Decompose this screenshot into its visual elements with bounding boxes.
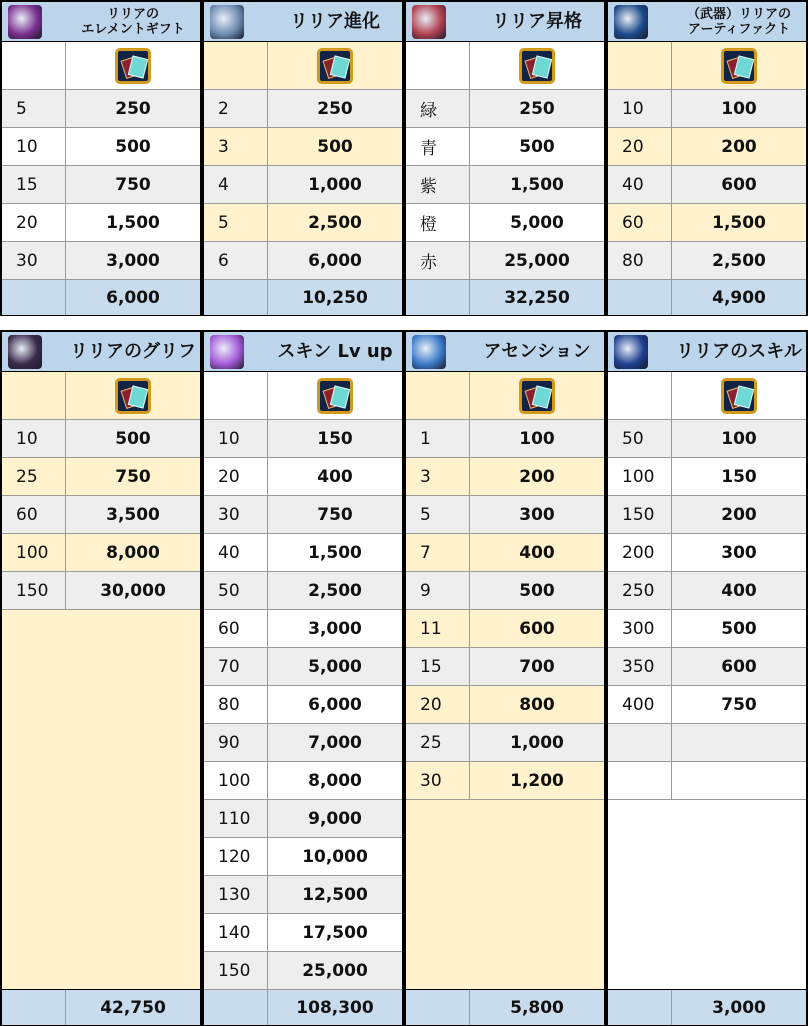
table-row	[608, 496, 806, 534]
table-row	[2, 242, 200, 280]
level-cell: 90	[204, 724, 268, 761]
cost-cell: 400	[721, 580, 757, 601]
table-row	[608, 572, 806, 610]
cost-cell: 1,500	[712, 212, 766, 233]
table-row	[406, 166, 604, 204]
total-row	[2, 280, 200, 316]
table-row	[204, 800, 402, 838]
soul-card-icon	[519, 48, 555, 84]
level-cell: 紫	[406, 166, 470, 203]
level-cell: 350	[608, 648, 672, 685]
level-cell: 70	[204, 648, 268, 685]
level-cell: 3	[406, 458, 470, 495]
cost-cell: 2,500	[712, 250, 766, 271]
table-row	[406, 572, 604, 610]
level-cell: 青	[406, 128, 470, 165]
table-row	[406, 242, 604, 280]
level-cell: 20	[406, 686, 470, 723]
cost-cell: 30,000	[100, 580, 166, 601]
skin-frame-icon	[210, 335, 244, 369]
table-row	[608, 204, 806, 242]
table-row	[608, 90, 806, 128]
cost-cell: 3,000	[308, 618, 362, 639]
empty-area	[2, 610, 200, 990]
table-ascension	[404, 330, 606, 1026]
resource-row	[608, 42, 806, 90]
level-cell: 150	[2, 572, 66, 609]
level-cell: 80	[204, 686, 268, 723]
soul-card-icon	[721, 48, 757, 84]
cost-cell: 2,500	[308, 212, 362, 233]
table-row	[2, 496, 200, 534]
resource-row	[608, 372, 806, 420]
level-cell: 100	[608, 458, 672, 495]
cost-cell: 100	[721, 98, 757, 119]
table-glyph	[0, 330, 202, 1026]
table-row	[608, 648, 806, 686]
cost-cell: 6,000	[308, 250, 362, 271]
cost-cell: 300	[519, 504, 555, 525]
table-row	[406, 686, 604, 724]
table-row	[608, 534, 806, 572]
level-cell: 60	[204, 610, 268, 647]
cost-cell: 200	[721, 136, 757, 157]
table-row	[204, 572, 402, 610]
level-cell: 5	[406, 496, 470, 533]
soul-card-icon	[115, 48, 151, 84]
level-cell: 15	[406, 648, 470, 685]
table-row	[406, 204, 604, 242]
cost-cell: 800	[519, 694, 555, 715]
cost-cell: 150	[721, 466, 757, 487]
weapon-artifact-icon	[614, 5, 648, 39]
total-row	[204, 990, 402, 1026]
table-row	[204, 610, 402, 648]
cost-cell: 500	[115, 136, 151, 157]
table-header	[204, 2, 402, 42]
total-value: 42,750	[100, 997, 166, 1018]
level-cell: 30	[2, 242, 66, 279]
table-row	[406, 128, 604, 166]
cost-cell: 600	[721, 656, 757, 677]
cost-cell: 12,500	[302, 884, 368, 905]
total-value: 4,900	[712, 287, 766, 308]
cost-cell: 200	[519, 466, 555, 487]
total-value: 5,800	[510, 997, 564, 1018]
level-cell: 200	[608, 534, 672, 571]
table-row	[406, 724, 604, 762]
total-row	[204, 280, 402, 316]
table-row	[204, 242, 402, 280]
cost-cell: 8,000	[106, 542, 160, 563]
cost-cell: 150	[317, 428, 353, 449]
table-row	[204, 204, 402, 242]
level-cell: 100	[204, 762, 268, 799]
cost-cell: 1,500	[510, 174, 564, 195]
table-title: リリアのグリフ	[70, 341, 196, 362]
table-row	[204, 914, 402, 952]
table-row	[406, 496, 604, 534]
level-cell: 1	[406, 420, 470, 457]
table-skill	[606, 330, 808, 1026]
table-row	[204, 166, 402, 204]
table-row	[608, 610, 806, 648]
cost-cell: 250	[115, 98, 151, 119]
table-header	[2, 2, 200, 42]
level-cell: 150	[204, 952, 268, 989]
table-row	[608, 242, 806, 280]
cost-cell: 400	[317, 466, 353, 487]
resource-row	[406, 42, 604, 90]
level-cell: 120	[204, 838, 268, 875]
table-artifact	[606, 0, 808, 316]
glyph-icon	[8, 335, 42, 369]
level-cell: 60	[2, 496, 66, 533]
table-row	[608, 166, 806, 204]
table-row	[608, 128, 806, 166]
level-cell: 10	[204, 420, 268, 457]
level-cell: 15	[2, 166, 66, 203]
total-row	[406, 990, 604, 1026]
level-cell: 50	[204, 572, 268, 609]
total-row	[406, 280, 604, 316]
cost-cell: 250	[317, 98, 353, 119]
table-row	[2, 572, 200, 610]
level-cell: 4	[204, 166, 268, 203]
table-row	[608, 458, 806, 496]
level-cell: 300	[608, 610, 672, 647]
total-value: 3,000	[712, 997, 766, 1018]
cost-cell: 500	[115, 428, 151, 449]
cost-cell: 8,000	[308, 770, 362, 791]
level-cell: 5	[204, 204, 268, 241]
cost-cell: 750	[115, 174, 151, 195]
table-row	[2, 128, 200, 166]
level-cell: 10	[608, 90, 672, 127]
level-cell: 100	[2, 534, 66, 571]
cost-cell: 5,000	[510, 212, 564, 233]
table-row	[406, 420, 604, 458]
cost-cell: 600	[519, 618, 555, 639]
resource-row	[204, 372, 402, 420]
total-row	[2, 990, 200, 1026]
table-promotion	[404, 0, 606, 316]
ascension-shield-icon	[412, 335, 446, 369]
level-cell: 130	[204, 876, 268, 913]
level-cell: 30	[204, 496, 268, 533]
cost-cell: 17,500	[302, 922, 368, 943]
table-header	[2, 332, 200, 372]
table-header	[608, 332, 806, 372]
cost-cell: 10,000	[302, 846, 368, 867]
total-value: 6,000	[106, 287, 160, 308]
cost-cell: 100	[519, 428, 555, 449]
cost-cell: 750	[721, 694, 757, 715]
table-title: リリアのスキル	[676, 341, 802, 362]
table-row	[406, 610, 604, 648]
level-cell: 9	[406, 572, 470, 609]
soul-card-icon	[721, 378, 757, 414]
table-row	[204, 686, 402, 724]
lilia-portrait-icon	[210, 5, 244, 39]
cost-cell: 7,000	[308, 732, 362, 753]
level-cell: 25	[2, 458, 66, 495]
table-skin	[202, 330, 404, 1026]
table-row	[2, 90, 200, 128]
table-title: （武器）リリアの アーティファクト	[686, 6, 791, 37]
cost-cell: 500	[519, 136, 555, 157]
cost-cell: 600	[721, 174, 757, 195]
table-row	[2, 458, 200, 496]
table-row	[2, 534, 200, 572]
level-cell: 140	[204, 914, 268, 951]
cost-cell: 700	[519, 656, 555, 677]
level-cell: 20	[608, 128, 672, 165]
table-row	[406, 648, 604, 686]
resource-row	[2, 372, 200, 420]
level-cell: 6	[204, 242, 268, 279]
lilia-portrait-red-icon	[412, 5, 446, 39]
cost-cell: 750	[317, 504, 353, 525]
table-header	[406, 332, 604, 372]
level-cell: 30	[406, 762, 470, 799]
table-element-gift	[0, 0, 202, 316]
level-cell	[608, 724, 672, 761]
cost-cell: 500	[317, 136, 353, 157]
table-row	[608, 420, 806, 458]
table-row	[2, 204, 200, 242]
table-row	[204, 724, 402, 762]
table-title: アセンション	[483, 341, 591, 362]
level-cell: 10	[2, 420, 66, 457]
cost-cell: 300	[721, 542, 757, 563]
cost-cell: 400	[519, 542, 555, 563]
level-cell: 250	[608, 572, 672, 609]
empty-area	[608, 800, 806, 990]
table-row	[204, 648, 402, 686]
cost-cell: 1,000	[510, 732, 564, 753]
table-row	[204, 876, 402, 914]
soul-card-icon	[317, 48, 353, 84]
level-cell: 橙	[406, 204, 470, 241]
cost-cell: 500	[519, 580, 555, 601]
level-cell: 40	[204, 534, 268, 571]
level-cell: 150	[608, 496, 672, 533]
table-row	[406, 534, 604, 572]
table-row	[204, 128, 402, 166]
cost-cell: 250	[519, 98, 555, 119]
table-header	[608, 2, 806, 42]
cost-cell: 25,000	[504, 250, 570, 271]
level-cell: 5	[2, 90, 66, 127]
total-row	[608, 990, 806, 1026]
cost-cell: 9,000	[308, 808, 362, 829]
level-cell: 400	[608, 686, 672, 723]
cost-cell: 100	[721, 428, 757, 449]
level-cell: 赤	[406, 242, 470, 279]
cost-cell	[672, 724, 806, 761]
level-cell: 11	[406, 610, 470, 647]
level-cell: 60	[608, 204, 672, 241]
table-row	[204, 838, 402, 876]
resource-row	[204, 42, 402, 90]
table-row	[608, 686, 806, 724]
cost-cell: 1,500	[308, 542, 362, 563]
table-row	[204, 762, 402, 800]
table-row	[406, 762, 604, 800]
total-value: 108,300	[296, 997, 374, 1018]
cost-cell: 6,000	[308, 694, 362, 715]
table-evolution	[202, 0, 404, 316]
level-cell: 2	[204, 90, 268, 127]
table-row	[608, 724, 806, 762]
level-cell: 40	[608, 166, 672, 203]
table-title: リリア昇格	[492, 11, 582, 32]
level-cell: 80	[608, 242, 672, 279]
skill-blade-icon	[614, 335, 648, 369]
table-row	[204, 952, 402, 990]
table-title: スキン Lv up	[277, 341, 393, 362]
table-row	[2, 420, 200, 458]
element-gift-icon	[8, 5, 42, 39]
cost-cell: 500	[721, 618, 757, 639]
total-value: 32,250	[504, 287, 570, 308]
cost-cell: 3,000	[106, 250, 160, 271]
total-value: 10,250	[302, 287, 368, 308]
table-title: リリア進化	[290, 11, 380, 32]
table-row	[204, 90, 402, 128]
level-cell: 7	[406, 534, 470, 571]
cost-cell: 2,500	[308, 580, 362, 601]
level-cell: 50	[608, 420, 672, 457]
level-cell: 10	[2, 128, 66, 165]
cost-cell: 750	[115, 466, 151, 487]
table-row	[204, 458, 402, 496]
level-cell: 20	[204, 458, 268, 495]
cost-cell: 25,000	[302, 960, 368, 981]
table-title: リリアの エレメントギフト	[81, 6, 185, 37]
table-row	[204, 534, 402, 572]
empty-area	[406, 800, 604, 990]
table-row	[204, 420, 402, 458]
cost-cell: 5,000	[308, 656, 362, 677]
resource-row	[2, 42, 200, 90]
level-cell: 110	[204, 800, 268, 837]
cost-cell: 3,500	[106, 504, 160, 525]
resource-row	[406, 372, 604, 420]
cost-cell	[672, 762, 806, 799]
soul-card-icon	[317, 378, 353, 414]
table-row	[204, 496, 402, 534]
table-row	[2, 166, 200, 204]
table-header	[406, 2, 604, 42]
cost-cell: 1,200	[510, 770, 564, 791]
level-cell	[608, 762, 672, 799]
soul-card-icon	[115, 378, 151, 414]
level-cell: 20	[2, 204, 66, 241]
table-row	[406, 90, 604, 128]
table-header	[204, 332, 402, 372]
table-row	[608, 762, 806, 800]
total-row	[608, 280, 806, 316]
cost-cell: 200	[721, 504, 757, 525]
cost-cell: 1,000	[308, 174, 362, 195]
soul-card-icon	[519, 378, 555, 414]
table-row	[406, 458, 604, 496]
level-cell: 緑	[406, 90, 470, 127]
level-cell: 25	[406, 724, 470, 761]
level-cell: 3	[204, 128, 268, 165]
cost-cell: 1,500	[106, 212, 160, 233]
